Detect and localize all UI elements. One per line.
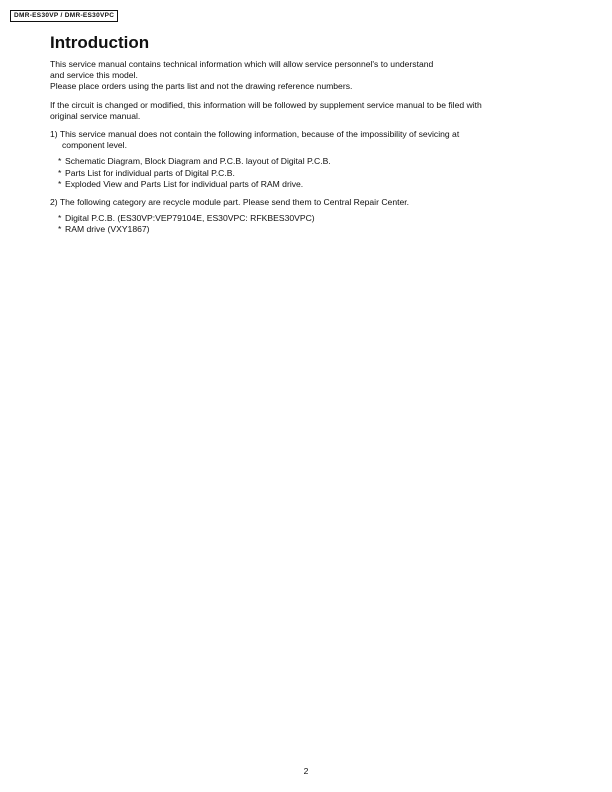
list-item: [50, 224, 550, 235]
list-item: [50, 168, 550, 179]
model-tag: DMR-ES30VP / DMR-ES30VPC: [10, 10, 118, 22]
section-2: [50, 197, 550, 208]
bullet-star-icon: *: [58, 167, 62, 178]
supplement-line: original service manual.: [50, 110, 141, 121]
intro-line: and service this model.: [50, 70, 138, 81]
list-item: [50, 213, 550, 224]
section-2-list: [50, 213, 550, 235]
list-item-text: Exploded View and Parts List for individual parts of RAM drive.: [65, 178, 304, 189]
intro-paragraph: [50, 59, 550, 93]
supplement-line: If the circuit is changed or modified, this information will be followed by supplement service manual to be filed with: [50, 99, 482, 110]
bullet-star-icon: *: [58, 156, 62, 167]
bullet-star-icon: *: [58, 224, 62, 235]
bullet-star-icon: *: [58, 213, 62, 224]
supplement-paragraph: [50, 100, 550, 122]
page-number: 2: [303, 766, 309, 776]
document-body: [50, 59, 550, 243]
section-2-text: 2) The following category are recycle module part. Please send them to Central Repair Center.: [50, 197, 410, 208]
list-item: [50, 179, 550, 190]
intro-line: Please place orders using the parts list and not the drawing reference numbers.: [50, 81, 353, 92]
list-item-text: RAM drive (VXY1867): [65, 224, 150, 235]
intro-line: This service manual contains technical information which will allow service personnel's to understand: [50, 59, 434, 69]
list-item: [50, 156, 550, 167]
section-1-text-continued: component level.: [62, 140, 127, 151]
list-item-text: Digital P.C.B. (ES30VP:VEP79104E, ES30VPC: RFKBES30VPC): [65, 213, 315, 224]
section-1: [50, 129, 550, 151]
section-1-list: [50, 156, 550, 190]
list-item-text: Schematic Diagram, Block Diagram and P.C.B. layout of Digital P.C.B.: [65, 156, 331, 167]
bullet-star-icon: *: [58, 178, 62, 189]
section-1-text: 1) This service manual does not contain the following information, because of the impossibility of sevicing at: [50, 129, 460, 140]
list-item-text: Parts List for individual parts of Digital P.C.B.: [65, 167, 235, 178]
page-title: Introduction: [50, 33, 150, 52]
